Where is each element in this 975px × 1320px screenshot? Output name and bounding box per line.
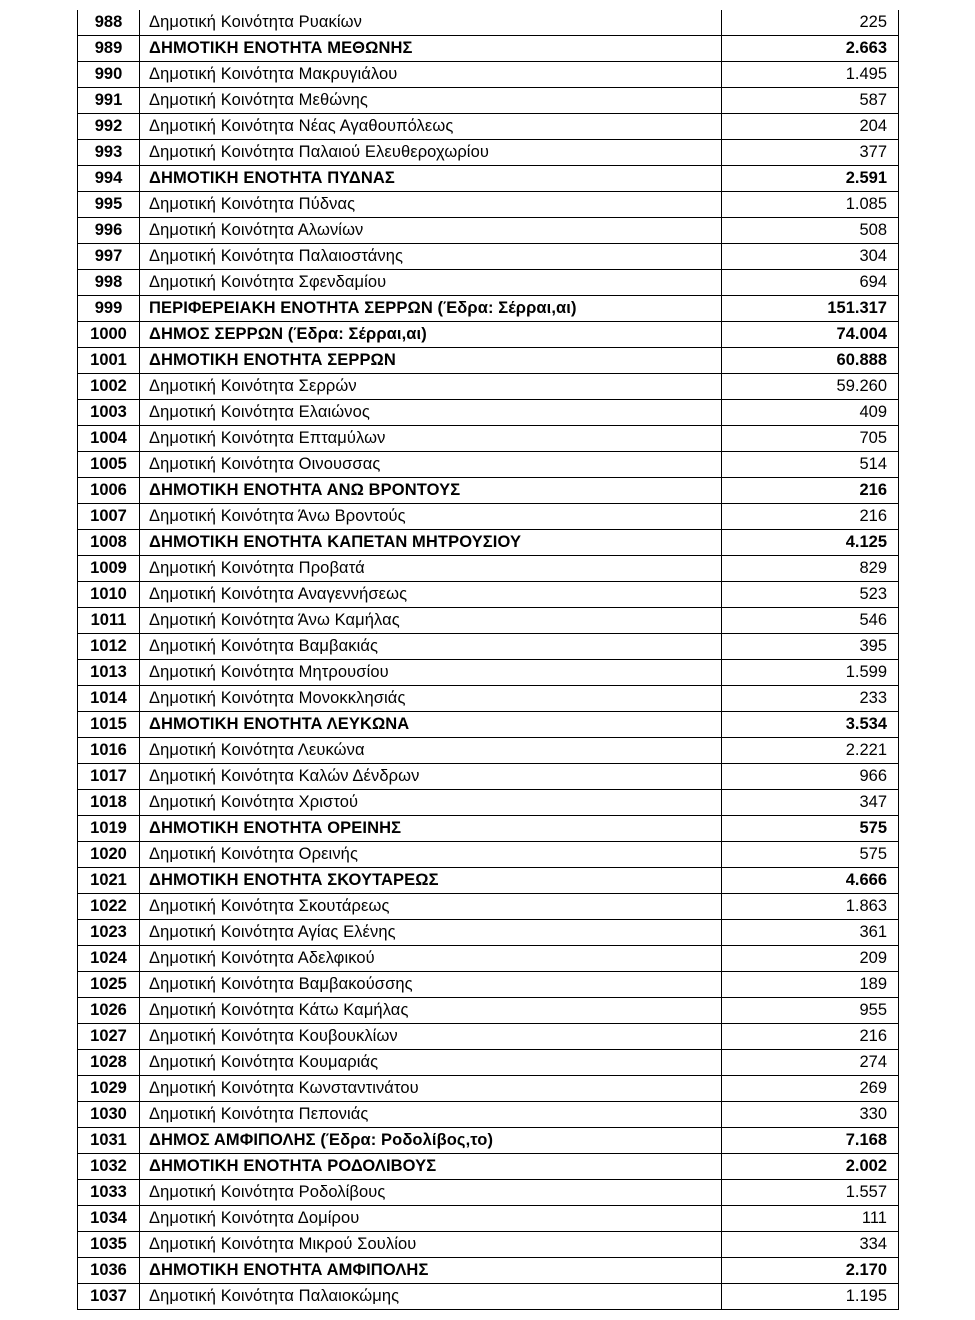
row-number-cell: 995 xyxy=(78,192,140,218)
population-value-cell: 233 xyxy=(722,686,899,712)
area-name-cell: Δημοτική Κοινότητα Χριστού xyxy=(140,790,722,816)
row-number-cell: 1024 xyxy=(78,946,140,972)
area-name-cell: ΔΗΜΟΤΙΚΗ ΕΝΟΤΗΤΑ ΛΕΥΚΩΝΑ xyxy=(140,712,722,738)
population-value-cell: 269 xyxy=(722,1076,899,1102)
area-name-cell: Δημοτική Κοινότητα Άνω Καμήλας xyxy=(140,608,722,634)
population-table xyxy=(77,10,899,1310)
population-value-cell: 361 xyxy=(722,920,899,946)
population-value-cell: 216 xyxy=(722,504,899,530)
row-number-cell: 1034 xyxy=(78,1206,140,1232)
table-row xyxy=(78,738,899,764)
table-row xyxy=(78,348,899,374)
table-row xyxy=(78,1128,899,1154)
population-value-cell: 334 xyxy=(722,1232,899,1258)
row-number-cell: 989 xyxy=(78,36,140,62)
area-name-cell: ΔΗΜΟΤΙΚΗ ΕΝΟΤΗΤΑ ΟΡΕΙΝΗΣ xyxy=(140,816,722,842)
row-number-cell: 1016 xyxy=(78,738,140,764)
table-row xyxy=(78,998,899,1024)
population-value-cell: 829 xyxy=(722,556,899,582)
row-number-cell: 1008 xyxy=(78,530,140,556)
table-row xyxy=(78,374,899,400)
area-name-cell: Δημοτική Κοινότητα Πεπονιάς xyxy=(140,1102,722,1128)
table-row xyxy=(78,322,899,348)
row-number-cell: 997 xyxy=(78,244,140,270)
area-name-cell: Δημοτική Κοινότητα Αλωνίων xyxy=(140,218,722,244)
population-value-cell: 347 xyxy=(722,790,899,816)
population-value-cell: 409 xyxy=(722,400,899,426)
table-row xyxy=(78,1232,899,1258)
row-number-cell: 1020 xyxy=(78,842,140,868)
population-value-cell: 2.170 xyxy=(722,1258,899,1284)
table-row xyxy=(78,712,899,738)
area-name-cell: Δημοτική Κοινότητα Παλαιού Ελευθεροχωρίου xyxy=(140,140,722,166)
population-value-cell: 2.663 xyxy=(722,36,899,62)
population-value-cell: 330 xyxy=(722,1102,899,1128)
row-number-cell: 998 xyxy=(78,270,140,296)
area-name-cell: Δημοτική Κοινότητα Ρυακίων xyxy=(140,10,722,36)
population-value-cell: 523 xyxy=(722,582,899,608)
area-name-cell: Δημοτική Κοινότητα Άνω Βροντούς xyxy=(140,504,722,530)
row-number-cell: 1007 xyxy=(78,504,140,530)
population-value-cell: 60.888 xyxy=(722,348,899,374)
population-value-cell: 4.666 xyxy=(722,868,899,894)
population-value-cell: 694 xyxy=(722,270,899,296)
population-value-cell: 1.085 xyxy=(722,192,899,218)
area-name-cell: Δημοτική Κοινότητα Καλών Δένδρων xyxy=(140,764,722,790)
population-value-cell: 508 xyxy=(722,218,899,244)
row-number-cell: 1018 xyxy=(78,790,140,816)
table-row xyxy=(78,400,899,426)
table-row xyxy=(78,946,899,972)
table-row xyxy=(78,530,899,556)
population-value-cell: 189 xyxy=(722,972,899,998)
row-number-cell: 1003 xyxy=(78,400,140,426)
row-number-cell: 1027 xyxy=(78,1024,140,1050)
table-row xyxy=(78,816,899,842)
row-number-cell: 1009 xyxy=(78,556,140,582)
table-row xyxy=(78,582,899,608)
row-number-cell: 1004 xyxy=(78,426,140,452)
row-number-cell: 1000 xyxy=(78,322,140,348)
table-row xyxy=(78,1050,899,1076)
table-row xyxy=(78,452,899,478)
population-value-cell: 575 xyxy=(722,842,899,868)
table-row xyxy=(78,62,899,88)
area-name-cell: Δημοτική Κοινότητα Νέας Αγαθουπόλεως xyxy=(140,114,722,140)
population-value-cell: 4.125 xyxy=(722,530,899,556)
area-name-cell: Δημοτική Κοινότητα Κουβουκλίων xyxy=(140,1024,722,1050)
table-row xyxy=(78,504,899,530)
row-number-cell: 1014 xyxy=(78,686,140,712)
area-name-cell: ΔΗΜΟΣ ΣΕΡΡΩΝ (Έδρα: Σέρραι,αι) xyxy=(140,322,722,348)
row-number-cell: 1037 xyxy=(78,1284,140,1310)
row-number-cell: 1023 xyxy=(78,920,140,946)
area-name-cell: ΔΗΜΟΤΙΚΗ ΕΝΟΤΗΤΑ ΣΕΡΡΩΝ xyxy=(140,348,722,374)
population-value-cell: 274 xyxy=(722,1050,899,1076)
area-name-cell: Δημοτική Κοινότητα Μακρυγιάλου xyxy=(140,62,722,88)
row-number-cell: 1025 xyxy=(78,972,140,998)
population-value-cell: 377 xyxy=(722,140,899,166)
table-row xyxy=(78,1076,899,1102)
table-row xyxy=(78,270,899,296)
area-name-cell: Δημοτική Κοινότητα Σερρών xyxy=(140,374,722,400)
area-name-cell: Δημοτική Κοινότητα Μικρού Σουλίου xyxy=(140,1232,722,1258)
area-name-cell: Δημοτική Κοινότητα Μεθώνης xyxy=(140,88,722,114)
population-value-cell: 546 xyxy=(722,608,899,634)
row-number-cell: 1033 xyxy=(78,1180,140,1206)
row-number-cell: 1029 xyxy=(78,1076,140,1102)
area-name-cell: Δημοτική Κοινότητα Σφενδαμίου xyxy=(140,270,722,296)
row-number-cell: 1026 xyxy=(78,998,140,1024)
table-row xyxy=(78,660,899,686)
population-value-cell: 955 xyxy=(722,998,899,1024)
population-value-cell: 3.534 xyxy=(722,712,899,738)
area-name-cell: Δημοτική Κοινότητα Μονοκκλησιάς xyxy=(140,686,722,712)
row-number-cell: 1010 xyxy=(78,582,140,608)
row-number-cell: 1012 xyxy=(78,634,140,660)
table-body xyxy=(78,10,899,1310)
table-row xyxy=(78,166,899,192)
population-value-cell: 2.591 xyxy=(722,166,899,192)
area-name-cell: Δημοτική Κοινότητα Πύδνας xyxy=(140,192,722,218)
table-row xyxy=(78,686,899,712)
row-number-cell: 988 xyxy=(78,10,140,36)
row-number-cell: 1036 xyxy=(78,1258,140,1284)
table-row xyxy=(78,192,899,218)
area-name-cell: Δημοτική Κοινότητα Κωνσταντινάτου xyxy=(140,1076,722,1102)
population-value-cell: 204 xyxy=(722,114,899,140)
table-row xyxy=(78,608,899,634)
area-name-cell: ΠΕΡΙΦΕΡΕΙΑΚΗ ΕΝΟΤΗΤΑ ΣΕΡΡΩΝ (Έδρα: Σέρραι,αι) xyxy=(140,296,722,322)
table-row xyxy=(78,634,899,660)
table-row xyxy=(78,88,899,114)
population-value-cell: 151.317 xyxy=(722,296,899,322)
area-name-cell: Δημοτική Κοινότητα Αδελφικού xyxy=(140,946,722,972)
area-name-cell: ΔΗΜΟΤΙΚΗ ΕΝΟΤΗΤΑ ΑΝΩ ΒΡΟΝΤΟΥΣ xyxy=(140,478,722,504)
population-value-cell: 514 xyxy=(722,452,899,478)
table-row xyxy=(78,1284,899,1310)
area-name-cell: Δημοτική Κοινότητα Ορεινής xyxy=(140,842,722,868)
table-row xyxy=(78,296,899,322)
area-name-cell: ΔΗΜΟΤΙΚΗ ΕΝΟΤΗΤΑ ΡΟΔΟΛΙΒΟΥΣ xyxy=(140,1154,722,1180)
row-number-cell: 1011 xyxy=(78,608,140,634)
table-row xyxy=(78,1206,899,1232)
area-name-cell: ΔΗΜΟΤΙΚΗ ΕΝΟΤΗΤΑ ΣΚΟΥΤΑΡΕΩΣ xyxy=(140,868,722,894)
population-value-cell: 1.863 xyxy=(722,894,899,920)
population-value-cell: 111 xyxy=(722,1206,899,1232)
population-value-cell: 225 xyxy=(722,10,899,36)
table-row xyxy=(78,1180,899,1206)
row-number-cell: 1028 xyxy=(78,1050,140,1076)
population-value-cell: 1.195 xyxy=(722,1284,899,1310)
table-row xyxy=(78,244,899,270)
population-value-cell: 59.260 xyxy=(722,374,899,400)
area-name-cell: ΔΗΜΟΣ ΑΜΦΙΠΟΛΗΣ (Έδρα: Ροδολίβος,το) xyxy=(140,1128,722,1154)
table-row xyxy=(78,140,899,166)
table-row xyxy=(78,1102,899,1128)
row-number-cell: 1030 xyxy=(78,1102,140,1128)
area-name-cell: Δημοτική Κοινότητα Σκουτάρεως xyxy=(140,894,722,920)
population-value-cell: 1.599 xyxy=(722,660,899,686)
population-value-cell: 2.002 xyxy=(722,1154,899,1180)
area-name-cell: Δημοτική Κοινότητα Λευκώνα xyxy=(140,738,722,764)
row-number-cell: 996 xyxy=(78,218,140,244)
population-value-cell: 395 xyxy=(722,634,899,660)
row-number-cell: 1005 xyxy=(78,452,140,478)
row-number-cell: 1017 xyxy=(78,764,140,790)
population-value-cell: 1.495 xyxy=(722,62,899,88)
area-name-cell: Δημοτική Κοινότητα Αναγεννήσεως xyxy=(140,582,722,608)
table-row xyxy=(78,556,899,582)
row-number-cell: 1021 xyxy=(78,868,140,894)
table-row xyxy=(78,894,899,920)
area-name-cell: Δημοτική Κοινότητα Βαμβακούσσης xyxy=(140,972,722,998)
population-value-cell: 1.557 xyxy=(722,1180,899,1206)
table-row xyxy=(78,1154,899,1180)
area-name-cell: ΔΗΜΟΤΙΚΗ ΕΝΟΤΗΤΑ ΜΕΘΩΝΗΣ xyxy=(140,36,722,62)
population-value-cell: 705 xyxy=(722,426,899,452)
population-value-cell: 587 xyxy=(722,88,899,114)
table-row xyxy=(78,790,899,816)
table-row xyxy=(78,1024,899,1050)
row-number-cell: 1022 xyxy=(78,894,140,920)
area-name-cell: Δημοτική Κοινότητα Παλαιοκώμης xyxy=(140,1284,722,1310)
table-row xyxy=(78,842,899,868)
area-name-cell: Δημοτική Κοινότητα Δομίρου xyxy=(140,1206,722,1232)
area-name-cell: Δημοτική Κοινότητα Μητρουσίου xyxy=(140,660,722,686)
row-number-cell: 1006 xyxy=(78,478,140,504)
area-name-cell: Δημοτική Κοινότητα Κουμαριάς xyxy=(140,1050,722,1076)
row-number-cell: 1015 xyxy=(78,712,140,738)
table-row xyxy=(78,36,899,62)
table-row xyxy=(78,10,899,36)
row-number-cell: 1032 xyxy=(78,1154,140,1180)
area-name-cell: ΔΗΜΟΤΙΚΗ ΕΝΟΤΗΤΑ ΚΑΠΕΤΑΝ ΜΗΤΡΟΥΣΙΟΥ xyxy=(140,530,722,556)
row-number-cell: 1035 xyxy=(78,1232,140,1258)
area-name-cell: Δημοτική Κοινότητα Ελαιώνος xyxy=(140,400,722,426)
area-name-cell: Δημοτική Κοινότητα Παλαιοστάνης xyxy=(140,244,722,270)
row-number-cell: 993 xyxy=(78,140,140,166)
table-row xyxy=(78,764,899,790)
area-name-cell: Δημοτική Κοινότητα Επταμύλων xyxy=(140,426,722,452)
population-value-cell: 2.221 xyxy=(722,738,899,764)
table-row xyxy=(78,426,899,452)
population-value-cell: 74.004 xyxy=(722,322,899,348)
row-number-cell: 999 xyxy=(78,296,140,322)
row-number-cell: 1002 xyxy=(78,374,140,400)
area-name-cell: Δημοτική Κοινότητα Προβατά xyxy=(140,556,722,582)
area-name-cell: ΔΗΜΟΤΙΚΗ ΕΝΟΤΗΤΑ ΑΜΦΙΠΟΛΗΣ xyxy=(140,1258,722,1284)
area-name-cell: Δημοτική Κοινότητα Κάτω Καμήλας xyxy=(140,998,722,1024)
population-value-cell: 216 xyxy=(722,478,899,504)
area-name-cell: Δημοτική Κοινότητα Ροδολίβους xyxy=(140,1180,722,1206)
population-value-cell: 304 xyxy=(722,244,899,270)
row-number-cell: 991 xyxy=(78,88,140,114)
area-name-cell: Δημοτική Κοινότητα Βαμβακιάς xyxy=(140,634,722,660)
population-value-cell: 216 xyxy=(722,1024,899,1050)
row-number-cell: 1031 xyxy=(78,1128,140,1154)
table-row xyxy=(78,218,899,244)
row-number-cell: 992 xyxy=(78,114,140,140)
table-row xyxy=(78,920,899,946)
row-number-cell: 990 xyxy=(78,62,140,88)
row-number-cell: 1013 xyxy=(78,660,140,686)
row-number-cell: 1001 xyxy=(78,348,140,374)
population-value-cell: 966 xyxy=(722,764,899,790)
table-row xyxy=(78,868,899,894)
population-value-cell: 7.168 xyxy=(722,1128,899,1154)
area-name-cell: ΔΗΜΟΤΙΚΗ ΕΝΟΤΗΤΑ ΠΥΔΝΑΣ xyxy=(140,166,722,192)
row-number-cell: 994 xyxy=(78,166,140,192)
area-name-cell: Δημοτική Κοινότητα Αγίας Ελένης xyxy=(140,920,722,946)
table-row xyxy=(78,114,899,140)
table-row xyxy=(78,1258,899,1284)
row-number-cell: 1019 xyxy=(78,816,140,842)
population-value-cell: 209 xyxy=(722,946,899,972)
table-row xyxy=(78,972,899,998)
area-name-cell: Δημοτική Κοινότητα Οινουσσας xyxy=(140,452,722,478)
population-value-cell: 575 xyxy=(722,816,899,842)
table-row xyxy=(78,478,899,504)
